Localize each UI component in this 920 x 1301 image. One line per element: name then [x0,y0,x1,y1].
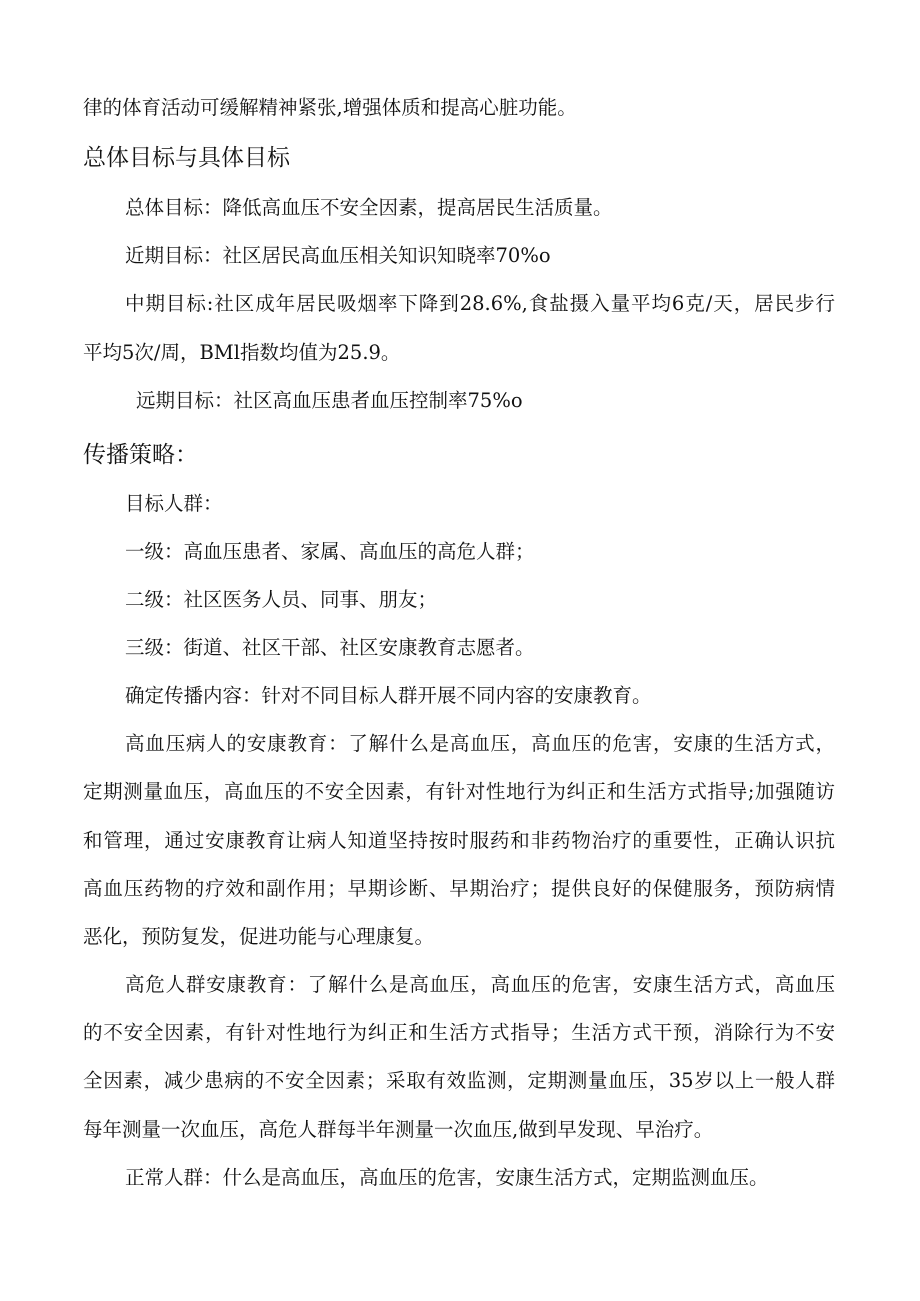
high-risk-education-line: 的不安全因素，有针对性地行为纠正和生活方式指导；生活方式干预，消除行为不安 [83,1021,835,1044]
patient-education-line: 和管理，通过安康教育让病人知道坚持按时服药和非药物治疗的重要性，正确认识抗 [83,829,835,852]
high-risk-education-line: 每年测量一次血压，高危人群每半年测量一次血压,做到早发现、早治疗。 [83,1118,714,1141]
patient-education-line: 高血压药物的疗效和副作用；早期诊断、早期治疗；提供良好的保健服务，预防病情 [83,877,835,900]
high-risk-education-line: 高危人群安康教育：了解什么是高血压，高血压的危害，安康生活方式，高血压 [125,973,835,996]
target-group-label: 目标人群： [125,492,223,515]
high-risk-education-line: 全因素，减少患病的不安全因素；采取有效监测，定期测量血压，35岁以上一般人群 [83,1069,835,1092]
patient-education-line: 定期测量血压，高血压的不安全因素，有针对性地行为纠正和生活方式指导;加强随访 [83,780,835,803]
overall-goal-line: 总体目标：降低高血压不安全因素，提高居民生活质量。 [125,196,613,219]
paragraph-line: 律的体育活动可缓解精神紧张,增强体质和提高心脏功能。 [83,96,577,119]
patient-education-line: 高血压病人的安康教育：了解什么是高血压，高血压的危害，安康的生活方式， [125,732,835,755]
normal-population-line: 正常人群：什么是高血压，高血压的危害，安康生活方式，定期监测血压。 [125,1166,769,1189]
section-heading-strategy: 传播策略： [83,442,198,468]
level-one-line: 一级：高血压患者、家属、高血压的高危人群； [125,540,535,563]
content-definition-line: 确定传播内容：针对不同目标人群开展不同内容的安康教育。 [125,684,652,707]
level-two-line: 二级：社区医务人员、同事、朋友； [125,588,438,611]
short-term-goal-line: 近期目标：社区居民高血压相关知识知晓率70%o [125,244,551,267]
patient-education-line: 恶化，预防复发，促进功能与心理康复。 [83,925,435,948]
long-term-goal-line: 远期目标：社区高血压患者血压控制率75%o [136,389,523,412]
level-three-line: 三级：街道、社区干部、社区安康教育志愿者。 [125,636,535,659]
mid-term-goal-line-cont: 平均5次/周，BMl指数均值为25.9。 [83,341,401,364]
mid-term-goal-line: 中期目标:社区成年居民吸烟率下降到28.6%,食盐摄入量平均6克/天，居民步行 [125,292,835,315]
section-heading-goals: 总体目标与具体目标 [83,145,290,171]
